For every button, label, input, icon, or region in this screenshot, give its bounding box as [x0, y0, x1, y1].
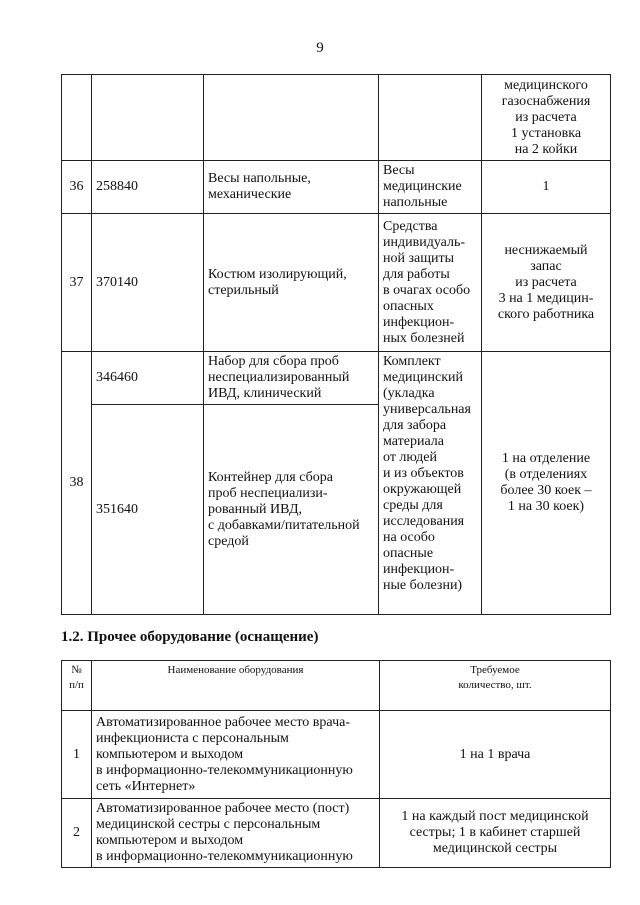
column-header-name: Наименование оборудования: [92, 661, 380, 711]
product-category: Комплект медицинский (укладка универсальная для забора материала от людей и из объектов окружающей среды для исследования на особо опасные инфекцион- ные болезни): [379, 352, 482, 615]
product-code: 351640: [92, 405, 204, 615]
section-title: 1.2. Прочее оборудование (оснащение): [61, 629, 319, 645]
product-code: 258840: [92, 161, 204, 214]
row-number: [62, 75, 92, 161]
product-name: [204, 75, 379, 161]
product-code: [92, 75, 204, 161]
product-name: Костюм изолирующий, стерильный: [204, 214, 379, 352]
table-header-row: [62, 661, 611, 711]
equipment-name: Автоматизированное рабочее место (пост) медицинской сестры с персональным компьютером и выходом в информационно-телекоммуникационную: [92, 799, 380, 868]
product-category: [379, 75, 482, 161]
other-equipment-table: [61, 660, 611, 868]
required-quantity: 1 на отделение (в отделениях более 30 коек – 1 на 30 коек): [482, 352, 611, 615]
row-number: 1: [62, 711, 92, 799]
product-name: Весы напольные, механические: [204, 161, 379, 214]
product-name: Набор для сбора проб неспециализированный ИВД, клинический: [204, 352, 379, 405]
table-row: [62, 75, 611, 161]
row-number: 37: [62, 214, 92, 352]
table-row: [62, 352, 611, 405]
table-row: [62, 711, 611, 799]
row-number: 38: [62, 352, 92, 615]
required-quantity: неснижаемый запас из расчета 3 на 1 медицин- ского работника: [482, 214, 611, 352]
equipment-name: Автоматизированное рабочее место врача- инфекциониста с персональным компьютером и выходом в информационно-телекоммуникационную сеть «Интернет»: [92, 711, 380, 799]
product-name: Контейнер для сбора проб неспециализи- рованный ИВД, с добавками/питательной средой: [204, 405, 379, 615]
product-code: 346460: [92, 352, 204, 405]
equipment-table-continued: [61, 74, 611, 615]
product-category: Средства индивидуаль- ной защиты для работы в очагах особо опасных инфекцион- ных болезней: [379, 214, 482, 352]
product-code: 370140: [92, 214, 204, 352]
table-row: [62, 161, 611, 214]
table-row: [62, 799, 611, 868]
column-header-quantity: Требуемое количество, шт.: [380, 661, 611, 711]
product-category: Весы медицинские напольные: [379, 161, 482, 214]
row-number: 2: [62, 799, 92, 868]
required-quantity: 1 на каждый пост медицинской сестры; 1 в кабинет старшей медицинской сестры: [380, 799, 611, 868]
required-quantity: медицинского газоснабжения из расчета 1 установка на 2 койки: [482, 75, 611, 161]
table-row: [62, 214, 611, 352]
required-quantity: 1: [482, 161, 611, 214]
required-quantity: 1 на 1 врача: [380, 711, 611, 799]
row-number: 36: [62, 161, 92, 214]
column-header-number: № п/п: [62, 661, 92, 711]
page-number: 9: [316, 40, 324, 56]
